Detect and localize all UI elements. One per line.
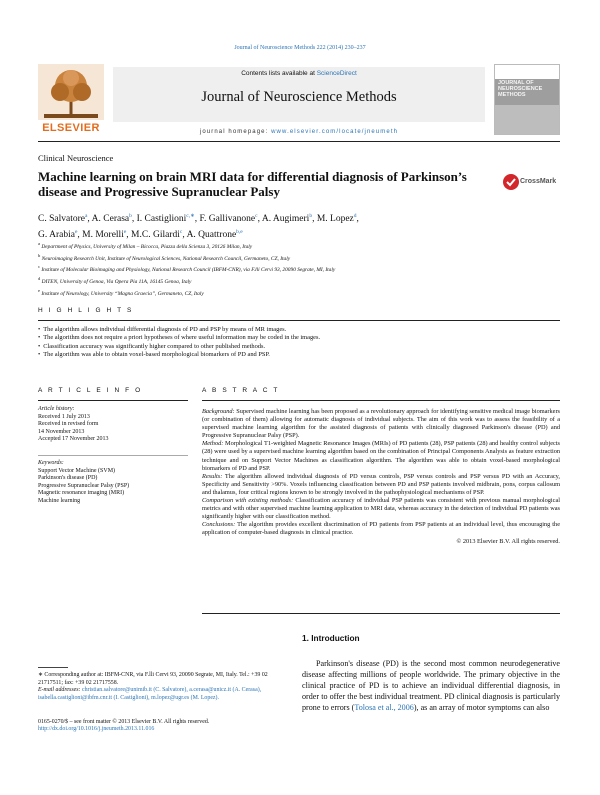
introduction-heading: 1. Introduction [302,633,360,643]
history-line: Received in revised form [38,421,99,428]
abstract-heading: A B S T R A C T [202,387,280,394]
abstract-paragraph: Background: Supervised machine learning has been proposed as a revolutionary approach for identifying sensitive medical image biomarkers (or combination of them) allowing for automatic diagnosis of individual subjects. The aim of this work was to assess the feasibility of a supervised machine learning algorithm for the assisted diagnosis of patients with clinically diagnosed Parkinson's disease (PD) and Progressive Supranuclear Palsy (PSP). [202,408,560,440]
email-line: E-mail addresses: christian.salvatore@unimib.it (C. Salvatore), a.cerasa@unicz.it (A. Cerasa), isabella.castiglioni@ibfm.cnr.it (I. Castiglioni), m.lopez@ugr.es (M. Lopez). [38,687,262,701]
history-divider [38,455,188,456]
copyright: © 2013 Elsevier B.V. All rights reserved. [456,537,560,545]
contents-available-line [113,70,485,77]
affiliations [38,240,560,299]
reference-link[interactable]: Tolosa et al., 2006 [354,702,414,712]
history-line: Received 1 July 2013 [38,413,90,420]
cover-journal-name: JOURNAL OF NEUROSCIENCE METHODS [498,80,543,98]
issn-line: 0165-0270/$ – see front matter © 2013 Elsevier B.V. All rights reserved. [38,719,210,725]
history-line: Accepted 17 November 2013 [38,436,109,443]
author-list [38,210,560,242]
history-line: 14 November 2013 [38,428,85,435]
crossmark-icon[interactable] [502,173,520,191]
homepage-label: journal homepage: [199,129,272,135]
introduction-body: Parkinson's disease (PD) is the second most common neurodegenerative disease affecting millions of people worldwide. The primary objective in the clinical practice of PD is to achieve an individual differential diagnosis, in order to offer the best individual treatment. PD clinical diagnosis is particularly prone to errors (Tolosa et al., 2006), as an array of motor symptoms can also [302,659,560,712]
keyword: Progressive Supranuclear Palsy (PSP) [38,482,130,489]
highlights-rule-top [38,320,560,321]
abstract-paragraph: Method: Morphological T1-weighted Magnetic Resonance Images (MRIs) of PD patients (28), PSP patients (28) and healthy control subjects (28) were used by a supervised machine learning algorithm based on the combination of Principal Components Analysis as feature extraction technique and on Support Vector Machines as classification algorithm. The algorithm was able to obtain voxel-based morphological biomarkers of PD and PSP. [202,440,560,472]
doi-link[interactable]: http://dx.doi.org/10.1016/j.jneumeth.2013.11.016 [38,726,155,733]
journal-cover-thumbnail [494,64,560,135]
citation-line[interactable]: Journal of Neuroscience Methods 222 (2014) 230–237 [234,45,366,51]
author: A. Quattrone$^{b,e}$ [186,229,243,241]
history-label: Article history: [38,406,75,412]
abstract-body [202,408,560,546]
author: A. Cerasa$^b$, [91,213,137,225]
author: A. Augimeri$^b$, [261,213,317,225]
affiliation: $^e$ Institute of Neurology, University “Magna Graecia”, Germaneto, CZ, Italy [38,287,204,297]
abstract-rule-bottom [202,613,560,614]
highlight-item: • The algorithm allows individual differential diagnosis of PD and PSP by means of MR images. [38,326,560,334]
keyword: Magnetic resonance imaging (MRI) [38,490,125,497]
highlights-list [38,326,560,359]
author: G. Arabia$^e$, [38,229,83,241]
highlight-item: • The algorithm does not require a priori hypotheses of where useful information may be coded in the images. [38,334,560,342]
footnote-rule [38,667,68,668]
keyword: Machine learning [38,497,81,504]
author: M.C. Gilardi$^c$, [131,229,187,241]
contents-prefix: Contents lists available at [241,70,317,77]
keywords-label: Keywords: [38,460,64,466]
author: C. Salvatore$^a$, [38,213,92,225]
journal-title: Journal of Neuroscience Methods [201,89,397,105]
corresponding-footnote [38,672,288,702]
highlight-item: • The algorithm was able to obtain voxel-based morphological biomarkers of PD and PSP. [38,351,560,359]
affiliation: $^d$ DITEN, University of Genoa, Via Opera Pia 11A, 16145 Genoa, Italy [38,276,192,285]
issn-block [38,719,288,734]
header-rule [38,141,560,142]
author: I. Castiglioni$^{c,∗}$, [136,213,200,225]
homepage-link[interactable]: www.elsevier.com/locate/jneumeth [271,129,399,135]
author: M. Lopez$^d$, [316,213,359,225]
abstract-rule [202,400,560,401]
article-info-heading: A R T I C L E I N F O [38,387,143,394]
author: F. Gallivanone$^c$, [199,213,262,225]
journal-homepage-line [113,129,485,135]
article-history [38,406,163,444]
keyword: Parkinson's disease (PD) [38,475,98,482]
email-addresses[interactable]: christian.salvatore@unimib.it (C. Salvatore), a.cerasa@unicz.it (A. Cerasa), isabella.castiglioni@ibfm.cnr.it (I. Castiglioni), m.lopez@ugr.es (M. Lopez). [38,687,262,701]
author: M. Morelli$^e$, [82,229,132,241]
affiliation: $^b$ Neuroimaging Research Unit, Institute of Neurological Sciences, National Research Council, Germaneto, CZ, Italy [38,252,291,262]
sciencedirect-link[interactable]: ScienceDirect [316,70,357,77]
affiliation: $^a$ Department of Physics, University of Milan – Bicocca, Piazza della Scienza 3, 20126 Milan, Italy [38,241,253,250]
keyword: Support Vector Machine (SVM) [38,467,116,474]
abstract-paragraph: Results: The algorithm allowed individual diagnosis of PD versus controls, PSP versus controls and PSP versus PD with an Accuracy, Specificity and Sensitivity >90%. Voxels influencing classification between PD and PSP patients involved midbrain, pons, corpus callosum and thalamus, four critical regions known to be strongly involved in the pathophysiological mechanisms of PSP. [202,472,560,496]
article-info-rule [38,400,188,401]
section-label: Clinical Neuroscience [38,153,114,163]
abstract-paragraph: Comparison with existing methods: Classification accuracy of individual PSP patients was consistent with previous manual morphological metrics and with other supervised machine learning application to MRI data, whereas accuracy in the detection of individual PD patients was significantly higher with our classification method. [202,497,561,521]
corresponding-author: ∗ Corresponding author at: IBFM-CNR, via F.lli Cervi 93, 20090 Segrate, MI, Italy. Tel.: +39 02 21717511; fax: +39 02 21717558. [38,672,268,686]
highlights-heading: H I G H L I G H T S [38,307,134,314]
affiliation: $^c$ Institute of Molecular Bioimaging and Physiology, National Research Council (IBFM-CNR), via F.lli Cervi 93, 20090 Segrate, MI, Italy [38,264,336,274]
crossmark-label[interactable]: CrossMark [520,178,557,185]
highlight-item: • Classification accuracy was significantly higher compared to other published methods. [38,343,560,351]
elsevier-wordmark: ELSEVIER [42,122,100,134]
abstract-paragraph: Conclusions: The algorithm provides excellent discrimination of PD patients from PSP patients at an individual level, thus encouraging the application of computer-based diagnosis in clinical practice. [202,521,560,537]
keywords [38,460,163,506]
article-title: Machine learning on brain MRI data for differential diagnosis of Parkinson’s disease and Progressive Supranuclear Palsy [38,169,467,199]
